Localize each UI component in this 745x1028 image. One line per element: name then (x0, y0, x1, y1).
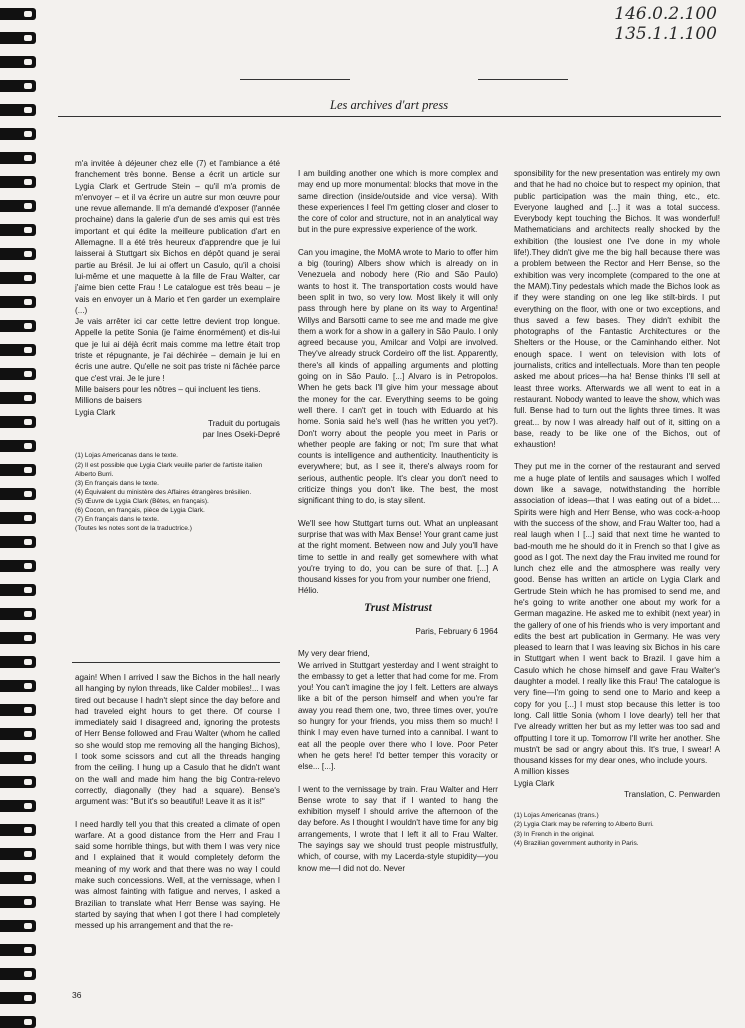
binding-ring (0, 440, 36, 452)
letter-paragraph: I am building another one which is more complex and may end up more monumental: blocks that move in the same direction (inside/outside and vice versa). With these experiences I feel I'm getting closer and closer to the core of color and structure, not in an analytical way but in the pure expressive experience of the work. (298, 169, 498, 235)
column-1 (75, 158, 280, 533)
binding-ring (0, 488, 36, 500)
french-paragraph: Mille baisers pour les nôtres – qui incluent les tiens. (75, 384, 261, 394)
handwritten-line-1: 146.0.2.100 (614, 4, 717, 24)
letter-signature: Hélio. (298, 586, 319, 596)
footnote: (3) En français dans le texte. (75, 479, 159, 487)
binding-ring (0, 896, 36, 908)
footnote: (1) Lojas Americanas dans le texte. (75, 452, 178, 460)
binding-ring (0, 752, 36, 764)
header-rule (58, 116, 721, 117)
binding-ring (0, 224, 36, 236)
binding-ring (0, 56, 36, 68)
binding-ring (0, 968, 36, 980)
french-signature: Lygia Clark (75, 407, 116, 417)
french-paragraph: Je vais arrêter ici car cette lettre devient trop longue. Appelle la petite Sonia (je l'aime énormément) et dis-lui que je lui ai déjà écrit mais comme ma lettre était trop triste et répugnante, je l'ai déchirée – demain je lui en écris une autre. Qu'elle ne soit pas triste ni fâchée parce que c'est vrai. Je le jure ! (75, 317, 280, 383)
page-number: 36 (72, 990, 82, 1000)
binding-ring (0, 728, 36, 740)
column-1-rule (72, 662, 280, 663)
section-heading: Trust Mistrust (364, 601, 432, 614)
letter-paragraph: We arrived in Stuttgart yesterday and I went straight to the embassy to get a letter that had come for me. From you! You can't imagine the joy I felt. Letters are always like a bit of the person himself and when you're far away you read them one, two, three times over, you're so hungry for your friends, you miss them so much! I think I may even have turned into a cannibal. I want to eat all the people over there who I love. Poor Peter when he gets here! I'd better temper this voracity or else... [...]. (298, 660, 498, 772)
binding-ring (0, 608, 36, 620)
letter-signature: Lygia Clark (514, 778, 555, 788)
binding-ring (0, 512, 36, 524)
top-rule-right (478, 79, 568, 80)
column-3 (514, 168, 720, 848)
english-paragraph: I need hardly tell you that this created a climate of open warfare. At a good distance from the Herr and Frau I said some horrible things, but with them I was very nice and I explained that it would completely deform the meaning of my work and that there was no way I could make such concessions. Well, at the vernissage, when I was almost fainting with fatigue and nerves, I asked a Brazilian to translate what Herr Bense was saying. He started by saying that when I got there I had completely messed up his arrangement and that the re- (75, 819, 280, 931)
top-rule-left (240, 79, 350, 80)
binding-ring (0, 200, 36, 212)
footnote: (6) Cocon, en français, pièce de Lygia Clark. (75, 506, 205, 514)
binding-ring (0, 368, 36, 380)
french-closing: Millions de baisers (75, 396, 142, 406)
binding-ring (0, 416, 36, 428)
binding-ring (0, 8, 36, 20)
page-header (330, 98, 448, 113)
binding-ring (0, 800, 36, 812)
binding-ring (0, 848, 36, 860)
binding-ring (0, 296, 36, 308)
binding-ring (0, 1016, 36, 1028)
translator-line: Translation, C. Penwarden (624, 790, 720, 800)
letter-salutation: My very dear friend, (298, 649, 370, 659)
letter-paragraph: They put me in the corner of the restaurant and served me a huge plate of lentils and sausages which I wolfed down like a savage, notwithstanding the horrible association of ideas—that I was eating out of a bidet.... Spirits were high and Herr Bense, who was cock-a-hoop with the success of the show, and Frau Walter too, had a real laugh when I [...] said that next time he wanted to bad-mouth me he should do it in French so that I give as good as I got. The next day the Frau invited me round for lunch chez elle and the atmosphere was really very good. Bense has written an article on Lygia Clark and Gertrude Stein which he has promised to send me, and he's going to write another one about my work for a German magazine. He asked me to exhibit (next year) in the gallery of one of his friends who is very important and edits the best art publication in Germany. He was very pleased to learn that I was leaving six Bichos in his care in Stuttgart when I went back to Brazil. I gave him a Casulo which he chose himself and gave Frau Walter's daughter a model. I really like this Frau! The catalogue is very fine—I'm going to send one to Mario and keep a copy for you [...] I must stop because this letter is too long. Call little Sonia (whom I love dearly) tell her that I've already written her but as my letter was too sad and offputting I tore it up. Tomorrow I'll write her another. She mustn't be sad or angry about this. It's true, I swear! A thousand kisses for my dear ones, who include yours. (514, 462, 720, 766)
binding-ring (0, 632, 36, 644)
binding-ring (0, 320, 36, 332)
footnote: (3) In French in the original. (514, 830, 595, 838)
binding-ring (0, 824, 36, 836)
letter-date: Paris, February 6 1964 (415, 626, 498, 636)
translator-line: par Ines Oseki-Depré (202, 430, 280, 440)
translator-line: Traduit du portugais (208, 418, 280, 428)
binding-ring (0, 104, 36, 116)
footnote: (4) Équivalent du ministère des Affaires étrangères brésilien. (75, 488, 252, 496)
binding-ring (0, 704, 36, 716)
letter-closing: A million kisses (514, 767, 570, 777)
header-prefix: Les archives d' (330, 98, 405, 112)
binding-ring (0, 920, 36, 932)
binding-ring (0, 992, 36, 1004)
binding-ring (0, 176, 36, 188)
binding-ring (0, 944, 36, 956)
letter-paragraph: I went to the vernissage by train. Frau Walter and Herr Bense wrote to say that if I wanted to hang the exhibition myself I should arrive the afternoon of the day before. As I thought I wouldn't have time for any big arrangements, I wrote that I left it all to Frau Walter. The sayings say we should trust people mistrustfully, which, of course, with my Lacerda-style stupidity—you know me—I did not do. Never (298, 784, 498, 873)
footnote: (4) Brazilian government authority in Paris. (514, 839, 639, 847)
letter-paragraph: sponsibility for the new presentation was entirely my own and that he had no choice but to respect my opinion, that public participation was the main thing, etc., etc. Everyone laughed and [...] it was a total success. Everybody kept touching the Bichos. It was wonderful! Mathematicians and architects really shocked by the exhibition (the lousiest one I've done in my whole life!).They didn't give me the big hall because there was a problem between the Rector and Herr Bense, so the exhibition was very incomplete (compared to the one at the MAM).Tiny pedestals which made the Bichos look as if they were standing on one leg like stilt-birds. I put everything on the floor, with one or two exceptions, and thus saved a few bases. They didn't exhibit the photographs of the Fantastic Architectures or the Shelters or the House, or the Caminhando either. Not enough space. I went on television with lots of journalists, critics and intellectuals. More than ten people asked me about prices—ha ha! Bense thinks I'll sell at least three works. Afterwards we all went to eat in a restaurant. Nobody wanted to leave the show, which was full. Bense had to turn out the lights three times. It was great... by now I was already half out of it, sitting on a base, ready to be like one of the Bichos, out of exhaustion! (514, 169, 720, 450)
letter-paragraph: We'll see how Stuttgart turns out. What an unpleasant surprise that was with Max Bense! Your grant came just at the right moment. Between now and July you'll have time to settle in and really get somewhere with what you're trying to do, you can be sure of that. [...] A thousand kisses for you from your number one friend, (298, 518, 498, 585)
binding-ring (0, 152, 36, 164)
french-paragraph: m'a invitée à déjeuner chez elle (7) et l'ambiance a été franchement très bonne. Bense a écrit un article sur Lygia Clark et Gertrude Stein – qu'il m'a promis de m'envoyer – et il va écrire un autre sur mon œuvre pour une revue allemande. Il m'a demandé d'exposer (l'année prochaine) dans la galerie d'un de ses amis qui est très important et qui édite la meilleure publication d'art en Allemagne. Il a été très heureux d'apprendre que je lui laisserai à Stuttgart six Bichos en dépôt quand je serai partie au Brésil. Je lui ai offert un Casulo, qu'il a choisi lui-même et une maquette à la fille de Frau Walter, car j'aime bien cette Frau ! Le catalogue est très beau – je vais en envoyer un à Mario et t'en garder un exemplaire (...) (75, 159, 280, 315)
footnote: (Toutes les notes sont de la traductrice.) (75, 525, 192, 533)
english-paragraph: again! When I arrived I saw the Bichos in the hall nearly all hanging by nylon threads, like Calder mobiles!... I was tired out because I hadn't slept since the day before and had traveled eight hours to get there. Of course I immediately said I disagreed and, ignoring the protests of Herr Bense followed and Frau Walter (whom he called so she would stop me removing all the hanging Bichos), I took some scissors and cut all the threads hanging from the ceiling. I hung up a Casulo that he didn't want on the wall and made him hang the big Contra-relevo correctly, diagonally (they had a square). Bense's argument was: "But it's so beautiful! Leave it as it is!" (75, 673, 280, 807)
binding-ring (0, 32, 36, 44)
binding-ring (0, 464, 36, 476)
footnote: (5) Œuvre de Lygia Clark (Bêtes, en français). (75, 497, 209, 505)
footnote: (7) En français dans le texte. (75, 516, 159, 524)
handwritten-line-2: 135.1.1.100 (614, 24, 717, 44)
binding-ring (0, 560, 36, 572)
binding-ring (0, 536, 36, 548)
binding-ring (0, 872, 36, 884)
footnote: (2) Il est possible que Lygia Clark veuille parler de l'artiste italien Alberto Burri. (75, 461, 263, 478)
footnote: (2) Lygia Clark may be referring to Alberto Burri. (514, 821, 654, 829)
binding-ring (0, 272, 36, 284)
binding-ring (0, 128, 36, 140)
column-1-english (75, 672, 280, 932)
binding-ring (0, 776, 36, 788)
letter-paragraph: Can you imagine, the MoMA wrote to Mario to offer him a big (touring) Albers show which is already on in Venezuela and nobody here (Rio and São Paulo) wants to host it. The transportation costs would have been split in two, so very low. Most likely it will only pass through here by plane on its way to Argentina! Willys and Barsotti came to see me and made me give them a work for a show in a gallery in São Paulo. I only agreed because you, Amilcar and Volpi are involved. They've already struck Cordeiro off the list. Apparently, there's all kinds of appalling arguments and plotting going on in São Paulo. [...] Alvaro is in Petropolos. When he gets back I'll give him your message about the money for the car. Everything seems to be going well there. I can't get in touch with Eduardo at his home. Sonia said he's well (has he written you yet?). Don't worry about the people you meet in Paris or whether people are faking or not; I'm sure that what counts is intelligence and authenticity. Inauthenticity is everywhere; but, as I see it, there's always room for serious, authentic people. It's clear you don't need to criticize things you don't like. The best, the most significant thing to do, is stay silent. (298, 247, 498, 506)
binding-ring (0, 248, 36, 260)
binding-ring (0, 392, 36, 404)
header-title: art press (404, 98, 449, 112)
spiral-binding (0, 0, 38, 1024)
binding-ring (0, 680, 36, 692)
column-2 (298, 168, 498, 874)
handwritten-note (614, 4, 717, 44)
binding-ring (0, 656, 36, 668)
footnote: (1) Lojas Americanas (trans.) (514, 812, 599, 820)
binding-ring (0, 584, 36, 596)
binding-ring (0, 344, 36, 356)
binding-ring (0, 80, 36, 92)
